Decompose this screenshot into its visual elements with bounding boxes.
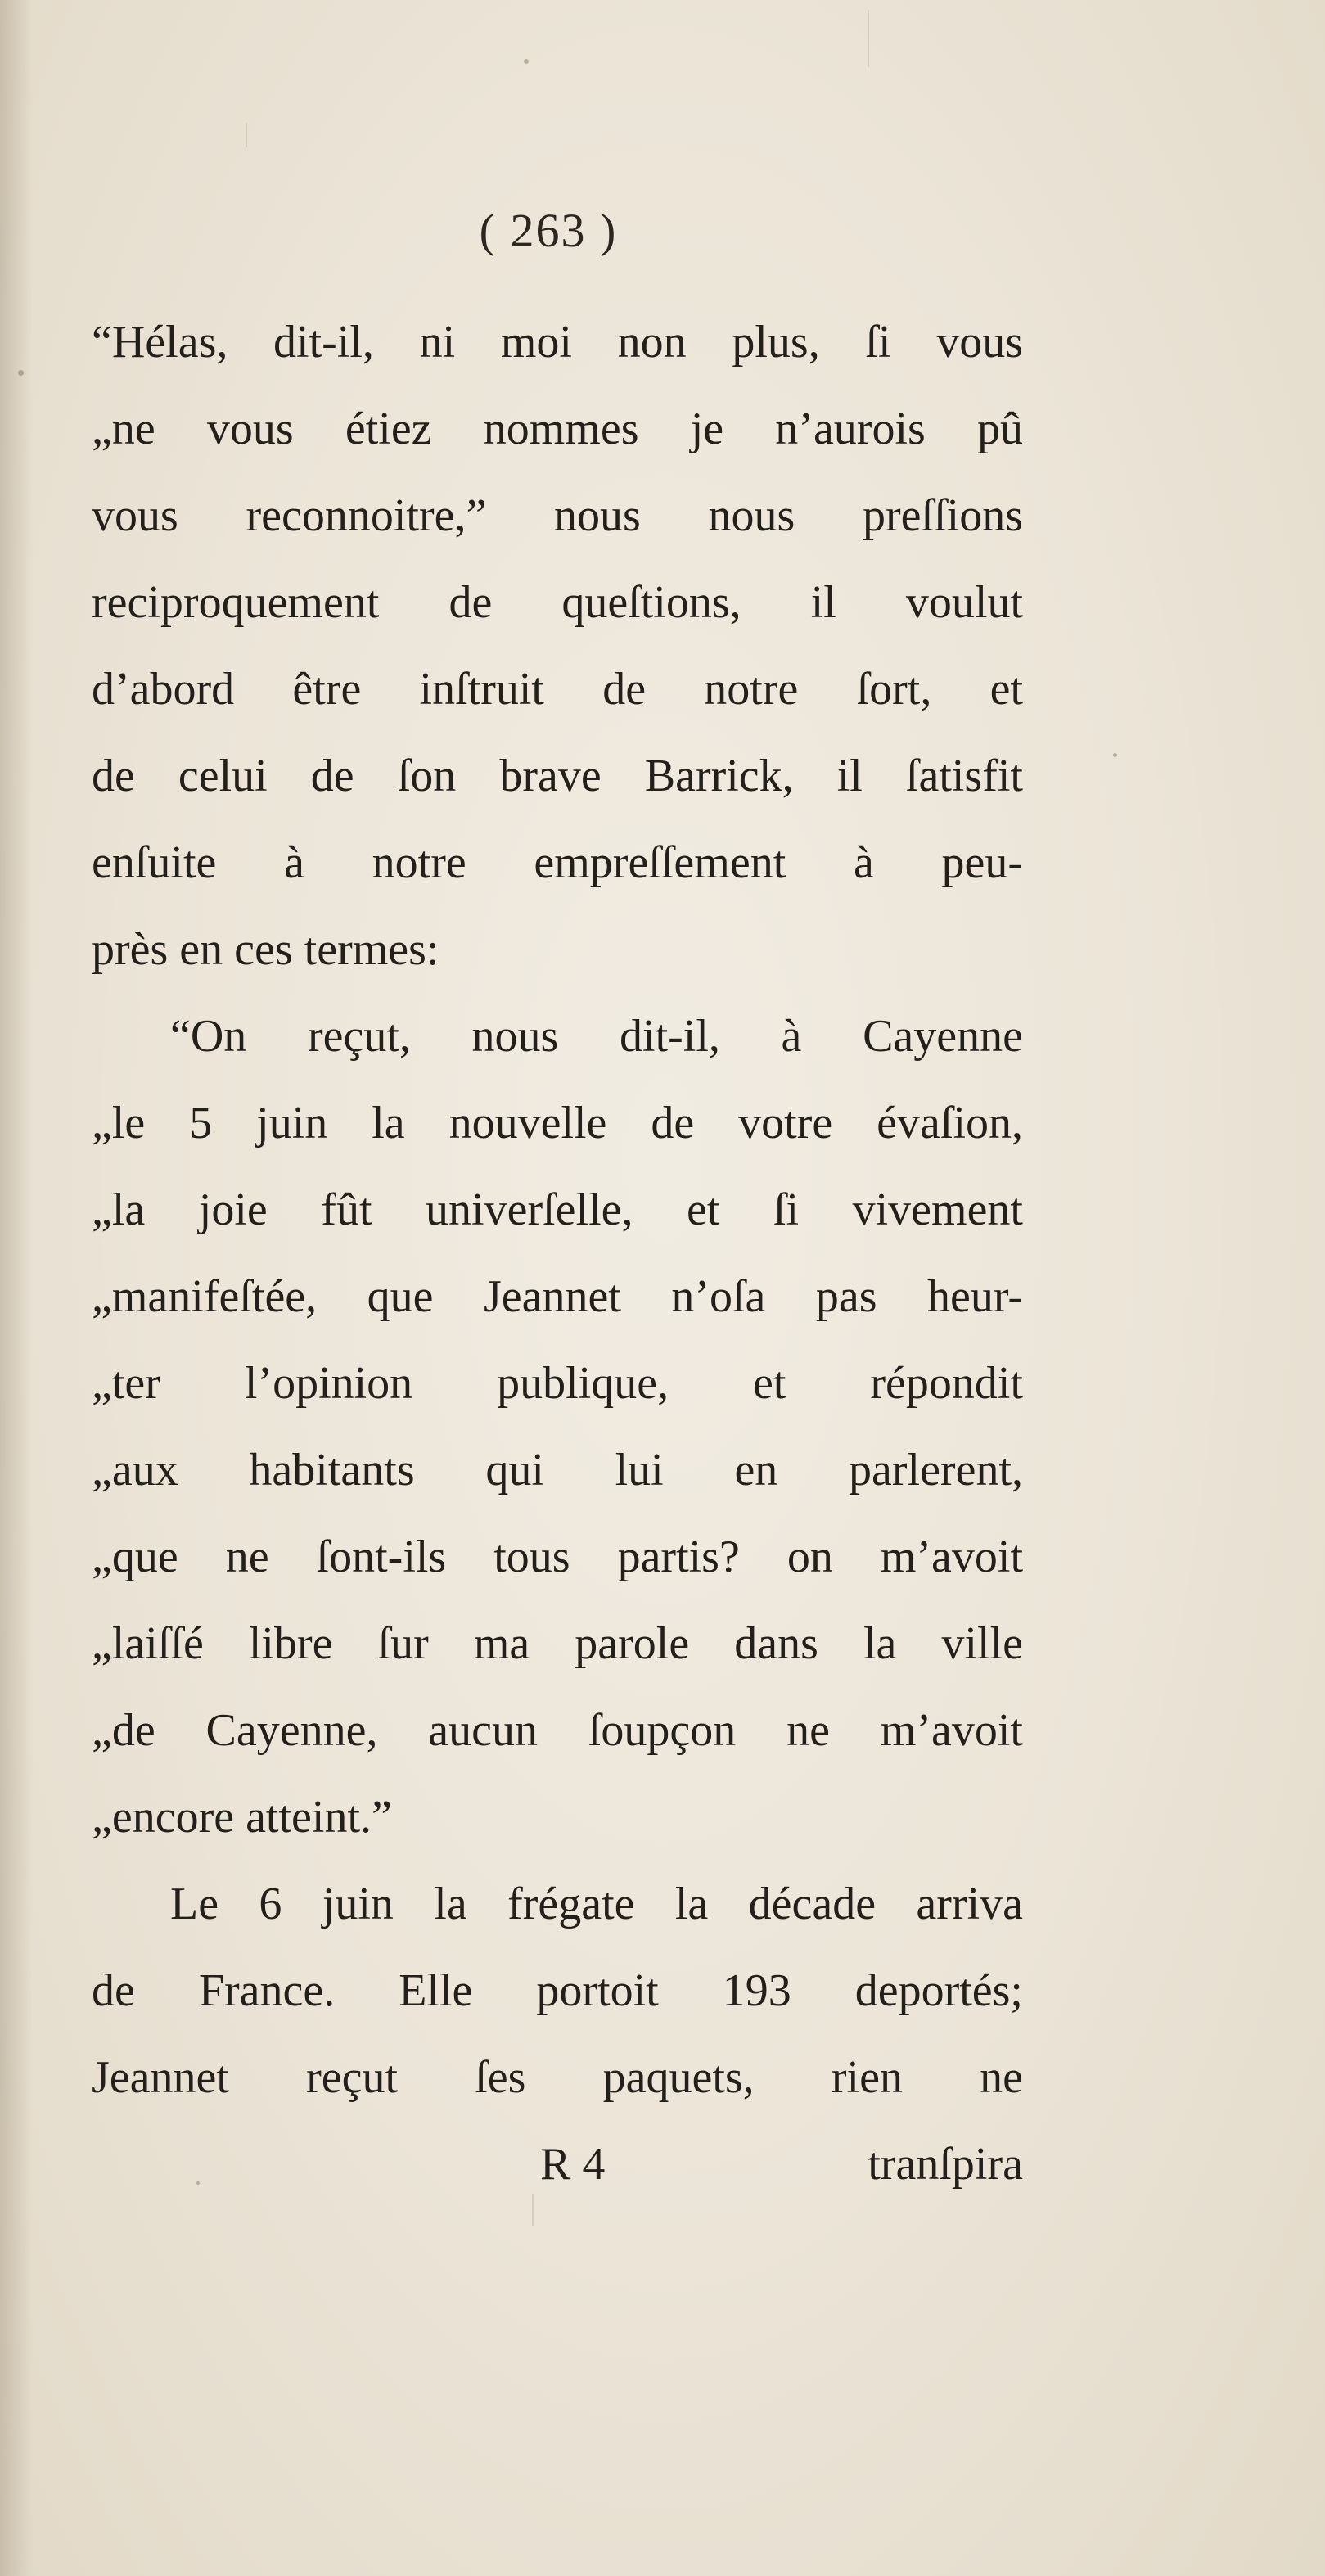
text-line: „ter l’opinion publique, et répondit	[92, 1358, 1023, 1409]
text-line: “Hélas, dit-il, ni moi non plus, ſi vous	[92, 317, 1023, 368]
text-line: „encore atteint.”	[92, 1792, 392, 1843]
text-line: d’abord être inſtruit de notre ſort, et	[92, 664, 1023, 715]
text-line: „de Cayenne, aucun ſoupçon ne m’avoit	[92, 1705, 1023, 1756]
text-line: de France. Elle portoit 193 deportés;	[92, 1965, 1023, 2016]
text-line: enſuite à notre empreſſement à peu-	[92, 837, 1023, 888]
text-line: de celui de ſon brave Barrick, il ſatisfit	[92, 751, 1023, 801]
text-line: près en ces termes:	[92, 924, 439, 975]
text-line: reciproquement de queſtions, il voulut	[92, 577, 1023, 628]
page-number: ( 263 )	[479, 204, 618, 257]
signature-mark: R 4	[540, 2139, 606, 2190]
text-line: “On reçut, nous dit-il, à Cayenne	[170, 1011, 1023, 1062]
paper-speck	[524, 59, 529, 64]
paper-speck	[18, 370, 24, 376]
text-line: Le 6 juin la frégate la décade arriva	[170, 1879, 1023, 1929]
paper-fiber	[868, 10, 869, 67]
page-gutter-shadow	[0, 0, 33, 2576]
text-line: „la joie fût univerſelle, et ſi vivement	[92, 1184, 1023, 1235]
footer-row	[92, 2132, 1023, 2197]
text-line: Jeannet reçut ſes paquets, rien ne	[92, 2052, 1023, 2103]
text-line: „aux habitants qui lui en parlerent,	[92, 1445, 1023, 1496]
text-line: „que ne ſont-ils tous partis? on m’avoit	[92, 1532, 1023, 1582]
text-line: „le 5 juin la nouvelle de votre évaſion,	[92, 1098, 1023, 1148]
text-line: „laiſſé libre ſur ma parole dans la ville	[92, 1618, 1023, 1669]
text-line: vous reconnoitre,” nous nous preſſions	[92, 490, 1023, 541]
paper-speck	[1113, 753, 1117, 757]
catchword: tranſpira	[868, 2139, 1023, 2190]
paper-fiber	[246, 123, 247, 147]
paper-fiber	[532, 2194, 534, 2226]
text-line: „manifeſtée, que Jeannet n’oſa pas heur-	[92, 1271, 1023, 1322]
text-line: „ne vous étiez nommes je n’aurois pû	[92, 404, 1023, 454]
